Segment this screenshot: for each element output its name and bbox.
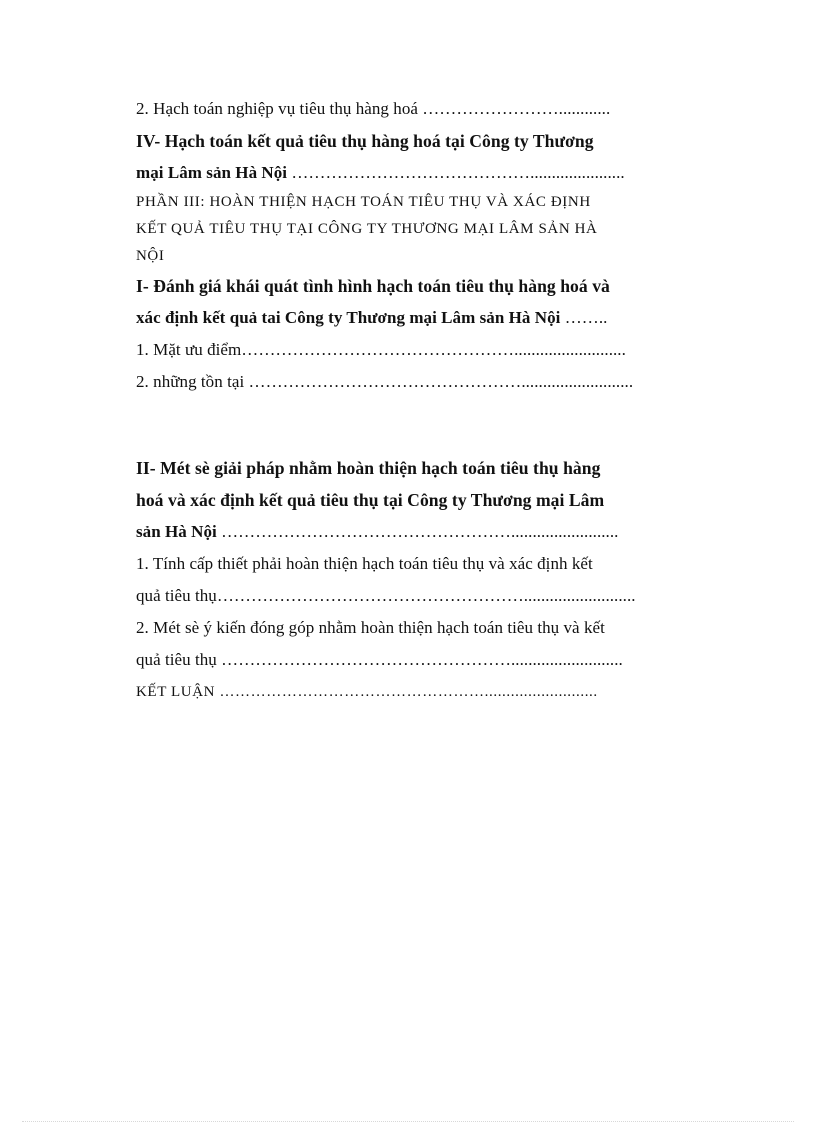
section-spacer bbox=[136, 398, 664, 452]
toc-entry-text: quả tiêu thụ …………………………………………….......................... bbox=[136, 650, 623, 669]
toc-heading-ii-line2 bbox=[136, 484, 664, 516]
toc-leader-dots: …….. bbox=[560, 308, 608, 327]
toc-entry-text: KẾT LUẬN …………………………………………….......................... bbox=[136, 684, 598, 700]
toc-entry-hach-toan-nghiep-vu bbox=[136, 93, 664, 125]
toc-entry-tinh-cap-thiet-line2 bbox=[136, 580, 664, 612]
part-heading-line3 bbox=[136, 243, 664, 270]
toc-heading-text bbox=[136, 163, 625, 182]
toc-entry-text: 1. Mặt ưu điểm………………………………………….......................... bbox=[136, 340, 626, 359]
toc-entry-text: 2. những tồn tại ………………………………………….......................... bbox=[136, 372, 634, 391]
part-heading-line2 bbox=[136, 216, 664, 243]
toc-entry-y-kien-line1 bbox=[136, 612, 664, 644]
toc-heading-iv-line2 bbox=[136, 157, 664, 189]
toc-heading-text: IV- Hạch toán kết quả tiêu thụ hàng hoá tại Công ty Thương bbox=[136, 131, 594, 151]
toc-heading-text: sản Hà Nội bbox=[136, 522, 217, 541]
toc-entry-tinh-cap-thiet-line1 bbox=[136, 548, 664, 580]
part-heading-line1 bbox=[136, 189, 664, 216]
part-heading-text: NỘI bbox=[136, 248, 165, 264]
toc-leader-dots: ……………………………………………......................... bbox=[216, 522, 619, 541]
part-heading-text: PHẦN III: HOÀN THIỆN HẠCH TOÁN TIÊU THỤ VÀ XÁC ĐỊNH bbox=[136, 194, 591, 210]
toc-entry-y-kien-line2 bbox=[136, 644, 664, 676]
toc-entry-nhung-ton-tai bbox=[136, 366, 664, 398]
toc-heading-text: I- Đánh giá khái quát tình hình hạch toán tiêu thụ hàng hoá và bbox=[136, 276, 610, 296]
table-of-contents bbox=[136, 93, 664, 708]
toc-entry-mat-uu-diem bbox=[136, 334, 664, 366]
toc-heading-text: II- Mét sè giải pháp nhằm hoàn thiện hạch toán tiêu thụ hàng bbox=[136, 458, 601, 478]
toc-heading-i-line1 bbox=[136, 270, 664, 302]
toc-heading-iv-line1 bbox=[136, 125, 664, 157]
toc-heading-ii-line3 bbox=[136, 516, 664, 548]
toc-entry-text: quả tiêu thụ……………………………………………….......................... bbox=[136, 586, 636, 605]
part-heading-text: KẾT QUẢ TIÊU THỤ TẠI CÔNG TY THƯƠNG MẠI LÂM SẢN HÀ bbox=[136, 221, 598, 237]
page-bottom-divider bbox=[22, 1121, 794, 1122]
toc-entry-text: 2. Mét sè ý kiến đóng góp nhằm hoàn thiện hạch toán tiêu thụ và kết bbox=[136, 618, 605, 637]
toc-entry-text: 2. Hạch toán nghiệp vụ tiêu thụ hàng hoá ……………………............ bbox=[136, 99, 611, 118]
toc-heading-i-line2 bbox=[136, 302, 664, 334]
toc-heading-ii-line1 bbox=[136, 452, 664, 484]
toc-leader-dots: ……………………………………...................... bbox=[287, 163, 625, 182]
toc-heading-text: xác định kết quả tai Công ty Thương mại Lâm sản Hà Nội bbox=[136, 308, 561, 327]
toc-heading-text: hoá và xác định kết quả tiêu thụ tại Công ty Thương mại Lâm bbox=[136, 490, 605, 510]
toc-entry-ket-luan bbox=[136, 676, 664, 708]
toc-entry-text: 1. Tính cấp thiết phải hoàn thiện hạch toán tiêu thụ và xác định kết bbox=[136, 554, 593, 573]
toc-heading-bold-part: mại Lâm sản Hà Nội bbox=[136, 163, 288, 182]
